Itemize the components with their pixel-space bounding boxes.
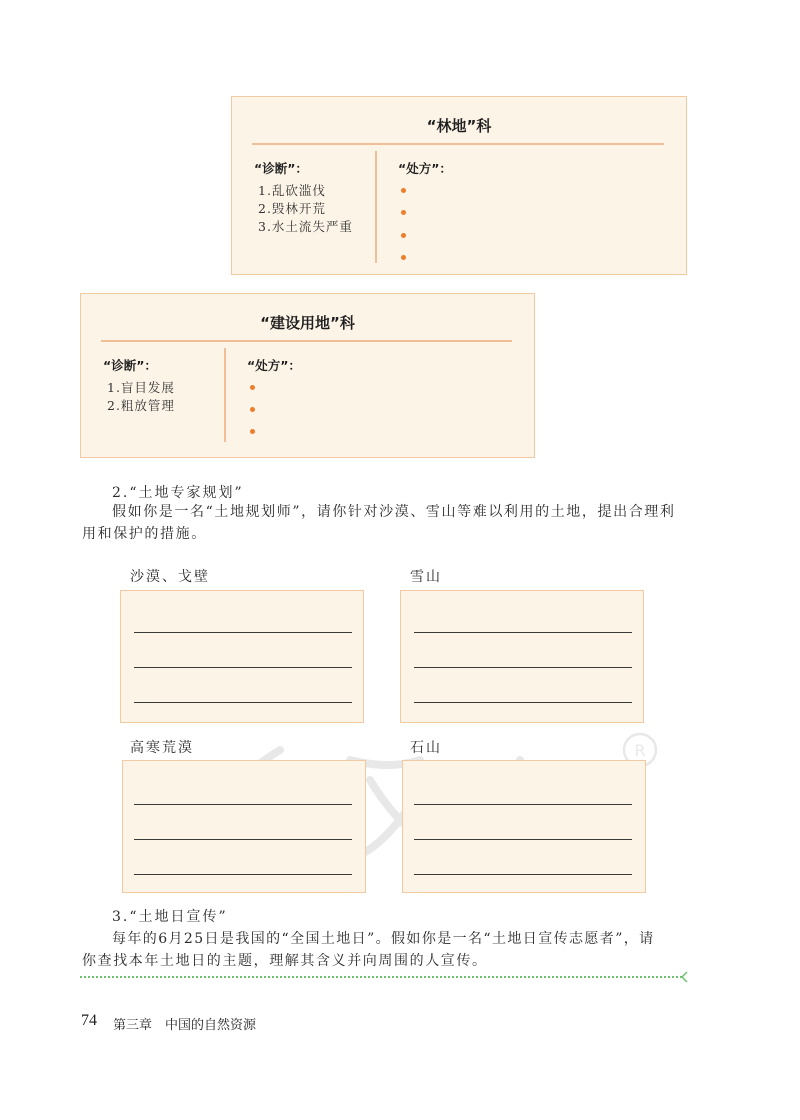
rock-answer-line-1[interactable] [414, 804, 632, 805]
section3-body-line1: 每年的6月25日是我国的“全国土地日”。假如你是一名“土地日宣传志愿者”，请 [112, 931, 655, 947]
forest-prescription-head: “处方”： [398, 161, 452, 176]
chevron-left-icon [680, 971, 688, 983]
cold-desert-answer-line-2[interactable] [134, 839, 352, 840]
forest-diagnosis-item-2: 2.毁林开荒 [258, 201, 326, 216]
construction-card-divider [224, 348, 226, 442]
forest-prescription-bullet-1 [401, 188, 406, 193]
forest-card-title: “林地”科 [426, 117, 492, 135]
desert-answer-line-3[interactable] [134, 702, 352, 703]
section2-heading: 2.“土地专家规划” [112, 485, 244, 501]
construction-diagnosis-item-1: 1.盲目发展 [107, 380, 175, 395]
svg-text:R: R [634, 741, 646, 760]
construction-diagnosis-head: “诊断”： [103, 358, 157, 373]
snow-answer-box[interactable] [400, 590, 644, 723]
construction-diagnosis-item-2: 2.粗放管理 [107, 398, 175, 413]
construction-card-rule [101, 340, 512, 342]
cold-desert-answer-box[interactable] [122, 760, 366, 893]
rock-answer-box[interactable] [402, 760, 646, 893]
page-number: 74 [81, 1012, 97, 1029]
construction-card-title: “建设用地”科 [260, 314, 355, 332]
snow-answer-line-2[interactable] [414, 667, 632, 668]
forest-diagnosis-head: “诊断”： [254, 161, 308, 176]
forest-prescription-bullet-3 [401, 233, 406, 238]
construction-prescription-head: “处方”： [247, 358, 301, 373]
section2-body-line1: 假如你是一名“土地规划师”，请你针对沙漠、雪山等难以利用的土地，提出合理利 [112, 504, 676, 520]
snow-label: 雪山 [410, 569, 442, 585]
forest-diagnosis-item-3: 3.水土流失严重 [258, 219, 353, 234]
section3-heading: 3.“土地日宣传” [112, 909, 228, 925]
construction-prescription-bullet-1 [250, 385, 255, 390]
construction-prescription-bullet-3 [250, 429, 255, 434]
section2-body-line2: 用和保护的措施。 [82, 526, 207, 542]
desert-label: 沙漠、戈壁 [130, 569, 210, 585]
snow-answer-line-3[interactable] [414, 702, 632, 703]
forest-prescription-bullet-4 [401, 255, 406, 260]
section3-body-line2: 你查找本年土地日的主题，理解其含义并向周围的人宣传。 [82, 953, 488, 969]
rock-answer-line-2[interactable] [414, 839, 632, 840]
forest-diagnosis-item-1: 1.乱砍滥伐 [258, 183, 326, 198]
desert-answer-box[interactable] [120, 590, 364, 723]
construction-prescription-bullet-2 [250, 407, 255, 412]
rock-label: 石山 [410, 740, 442, 756]
rock-answer-line-3[interactable] [414, 874, 632, 875]
forest-card-divider [375, 151, 377, 263]
forest-prescription-bullet-2 [401, 210, 406, 215]
construction-card [80, 293, 535, 458]
cold-desert-label: 高寒荒漠 [130, 740, 194, 756]
chapter-title: 第三章 中国的自然资源 [113, 1018, 257, 1033]
forest-card [231, 96, 687, 275]
desert-answer-line-2[interactable] [134, 667, 352, 668]
cold-desert-answer-line-3[interactable] [134, 874, 352, 875]
snow-answer-line-1[interactable] [414, 632, 632, 633]
forest-card-rule [252, 143, 664, 145]
cold-desert-answer-line-1[interactable] [134, 804, 352, 805]
desert-answer-line-1[interactable] [134, 632, 352, 633]
section-end-dotted-rule [80, 976, 682, 978]
